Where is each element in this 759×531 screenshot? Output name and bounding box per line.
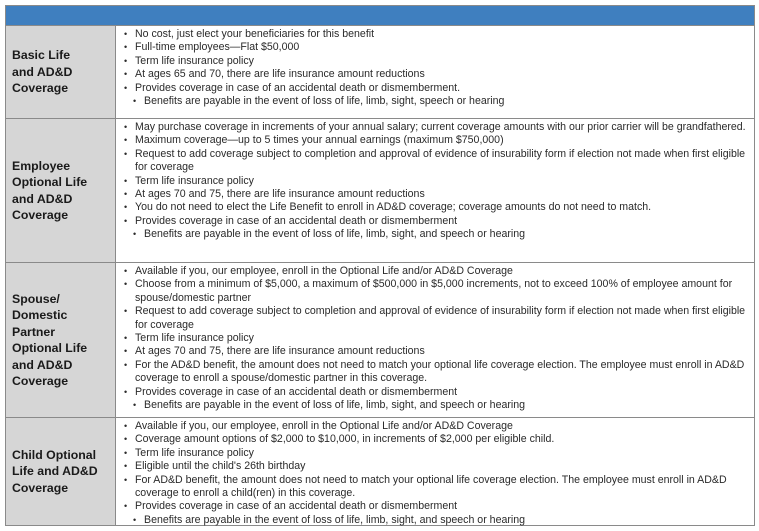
sub-bullet-item: • Benefits are payable in the event of loss of life, limb, sight, and speech or hearing [124,399,750,412]
row-label-cell [6,26,116,118]
bullet-item: • Choose from a minimum of $5,000, a maximum of $500,000 in $5,000 increments, not to exceed 100% of employee amount for spouse/domestic partner [124,278,750,305]
bullet-item: • Provides coverage in case of an accidental death or dismemberment. [124,82,750,95]
row-content-cell [116,263,754,417]
bullet-item: • Full-time employees—Flat $50,000 [124,41,750,54]
bullet-list [124,121,750,242]
row-label-cell [6,418,116,525]
table-header-bar [6,6,754,26]
sub-bullet-item: • Benefits are payable in the event of loss of life, limb, sight, speech or hearing [124,95,750,108]
bullet-item: • Request to add coverage subject to completion and approval of evidence of insurability form if election not made when first eligible for coverage [124,148,750,175]
bullet-item: • Provides coverage in case of an accidental death or dismemberment [124,500,750,513]
row-label: Basic Life and AD&D Coverage [12,48,73,96]
row-basic-life [6,25,754,118]
bullet-item: • Term life insurance policy [124,332,750,345]
bullet-item: • At ages 65 and 70, there are life insurance amount reductions [124,68,750,81]
bullet-item: • Eligible until the child's 26th birthday [124,460,750,473]
bullet-list [124,265,750,412]
bullet-item: • Provides coverage in case of an accidental death or dismemberment [124,386,750,399]
bullet-item: • Term life insurance policy [124,175,750,188]
bullet-item: • May purchase coverage in increments of your annual salary; current coverage amounts with our prior carrier will be grandfathered. [124,121,750,134]
sub-bullet-item: • Benefits are payable in the event of loss of life, limb, sight, and speech or hearing [124,228,750,241]
row-label-cell [6,119,116,262]
row-label-cell [6,263,116,417]
row-child-optional-life [6,417,754,525]
row-label: Child Optional Life and AD&D Coverage [12,447,98,495]
bullet-item: • For the AD&D benefit, the amount does not need to match your optional life coverage election. The employee must enroll in AD&D coverage to enroll a spouse/domestic partner in this coverage. [124,359,750,386]
bullet-list [124,28,750,108]
benefits-table [5,5,755,526]
bullet-item: • Coverage amount options of $2,000 to $10,000, in increments of $2,000 per eligible child. [124,433,750,446]
bullet-item: • Maximum coverage—up to 5 times your annual earnings (maximum $750,000) [124,134,750,147]
bullet-item: • Provides coverage in case of an accidental death or dismemberment [124,215,750,228]
bullet-item: • Term life insurance policy [124,447,750,460]
bullet-item: • For AD&D benefit, the amount does not need to match your optional life coverage election. The employee must enroll in AD&D coverage to enroll a child(ren) in this coverage. [124,474,750,501]
bullet-item: • At ages 70 and 75, there are life insurance amount reductions [124,188,750,201]
sub-bullet-item: • Benefits are payable in the event of loss of life, limb, sight, and speech or hearing [124,514,750,527]
row-label: Employee Optional Life and AD&D Coverage [12,158,88,222]
bullet-item: • Available if you, our employee, enroll in the Optional Life and/or AD&D Coverage [124,420,750,433]
bullet-item: • Available if you, our employee, enroll in the Optional Life and/or AD&D Coverage [124,265,750,278]
row-employee-optional-life [6,118,754,262]
row-content-cell [116,119,754,262]
bullet-item: • No cost, just elect your beneficiaries for this benefit [124,28,750,41]
bullet-item: • At ages 70 and 75, there are life insurance amount reductions [124,345,750,358]
row-content-cell [116,26,754,118]
row-label: Spouse/ Domestic Partner Optional Life and AD&D Coverage [12,291,88,388]
bullet-item: • You do not need to elect the Life Benefit to enroll in AD&D coverage; coverage amounts do not need to match. [124,201,750,214]
row-spouse-optional-life [6,262,754,417]
bullet-list [124,420,750,527]
row-content-cell [116,418,754,525]
bullet-item: • Request to add coverage subject to completion and approval of evidence of insurability form if election not made when first eligible for coverage [124,305,750,332]
bullet-item: • Term life insurance policy [124,55,750,68]
